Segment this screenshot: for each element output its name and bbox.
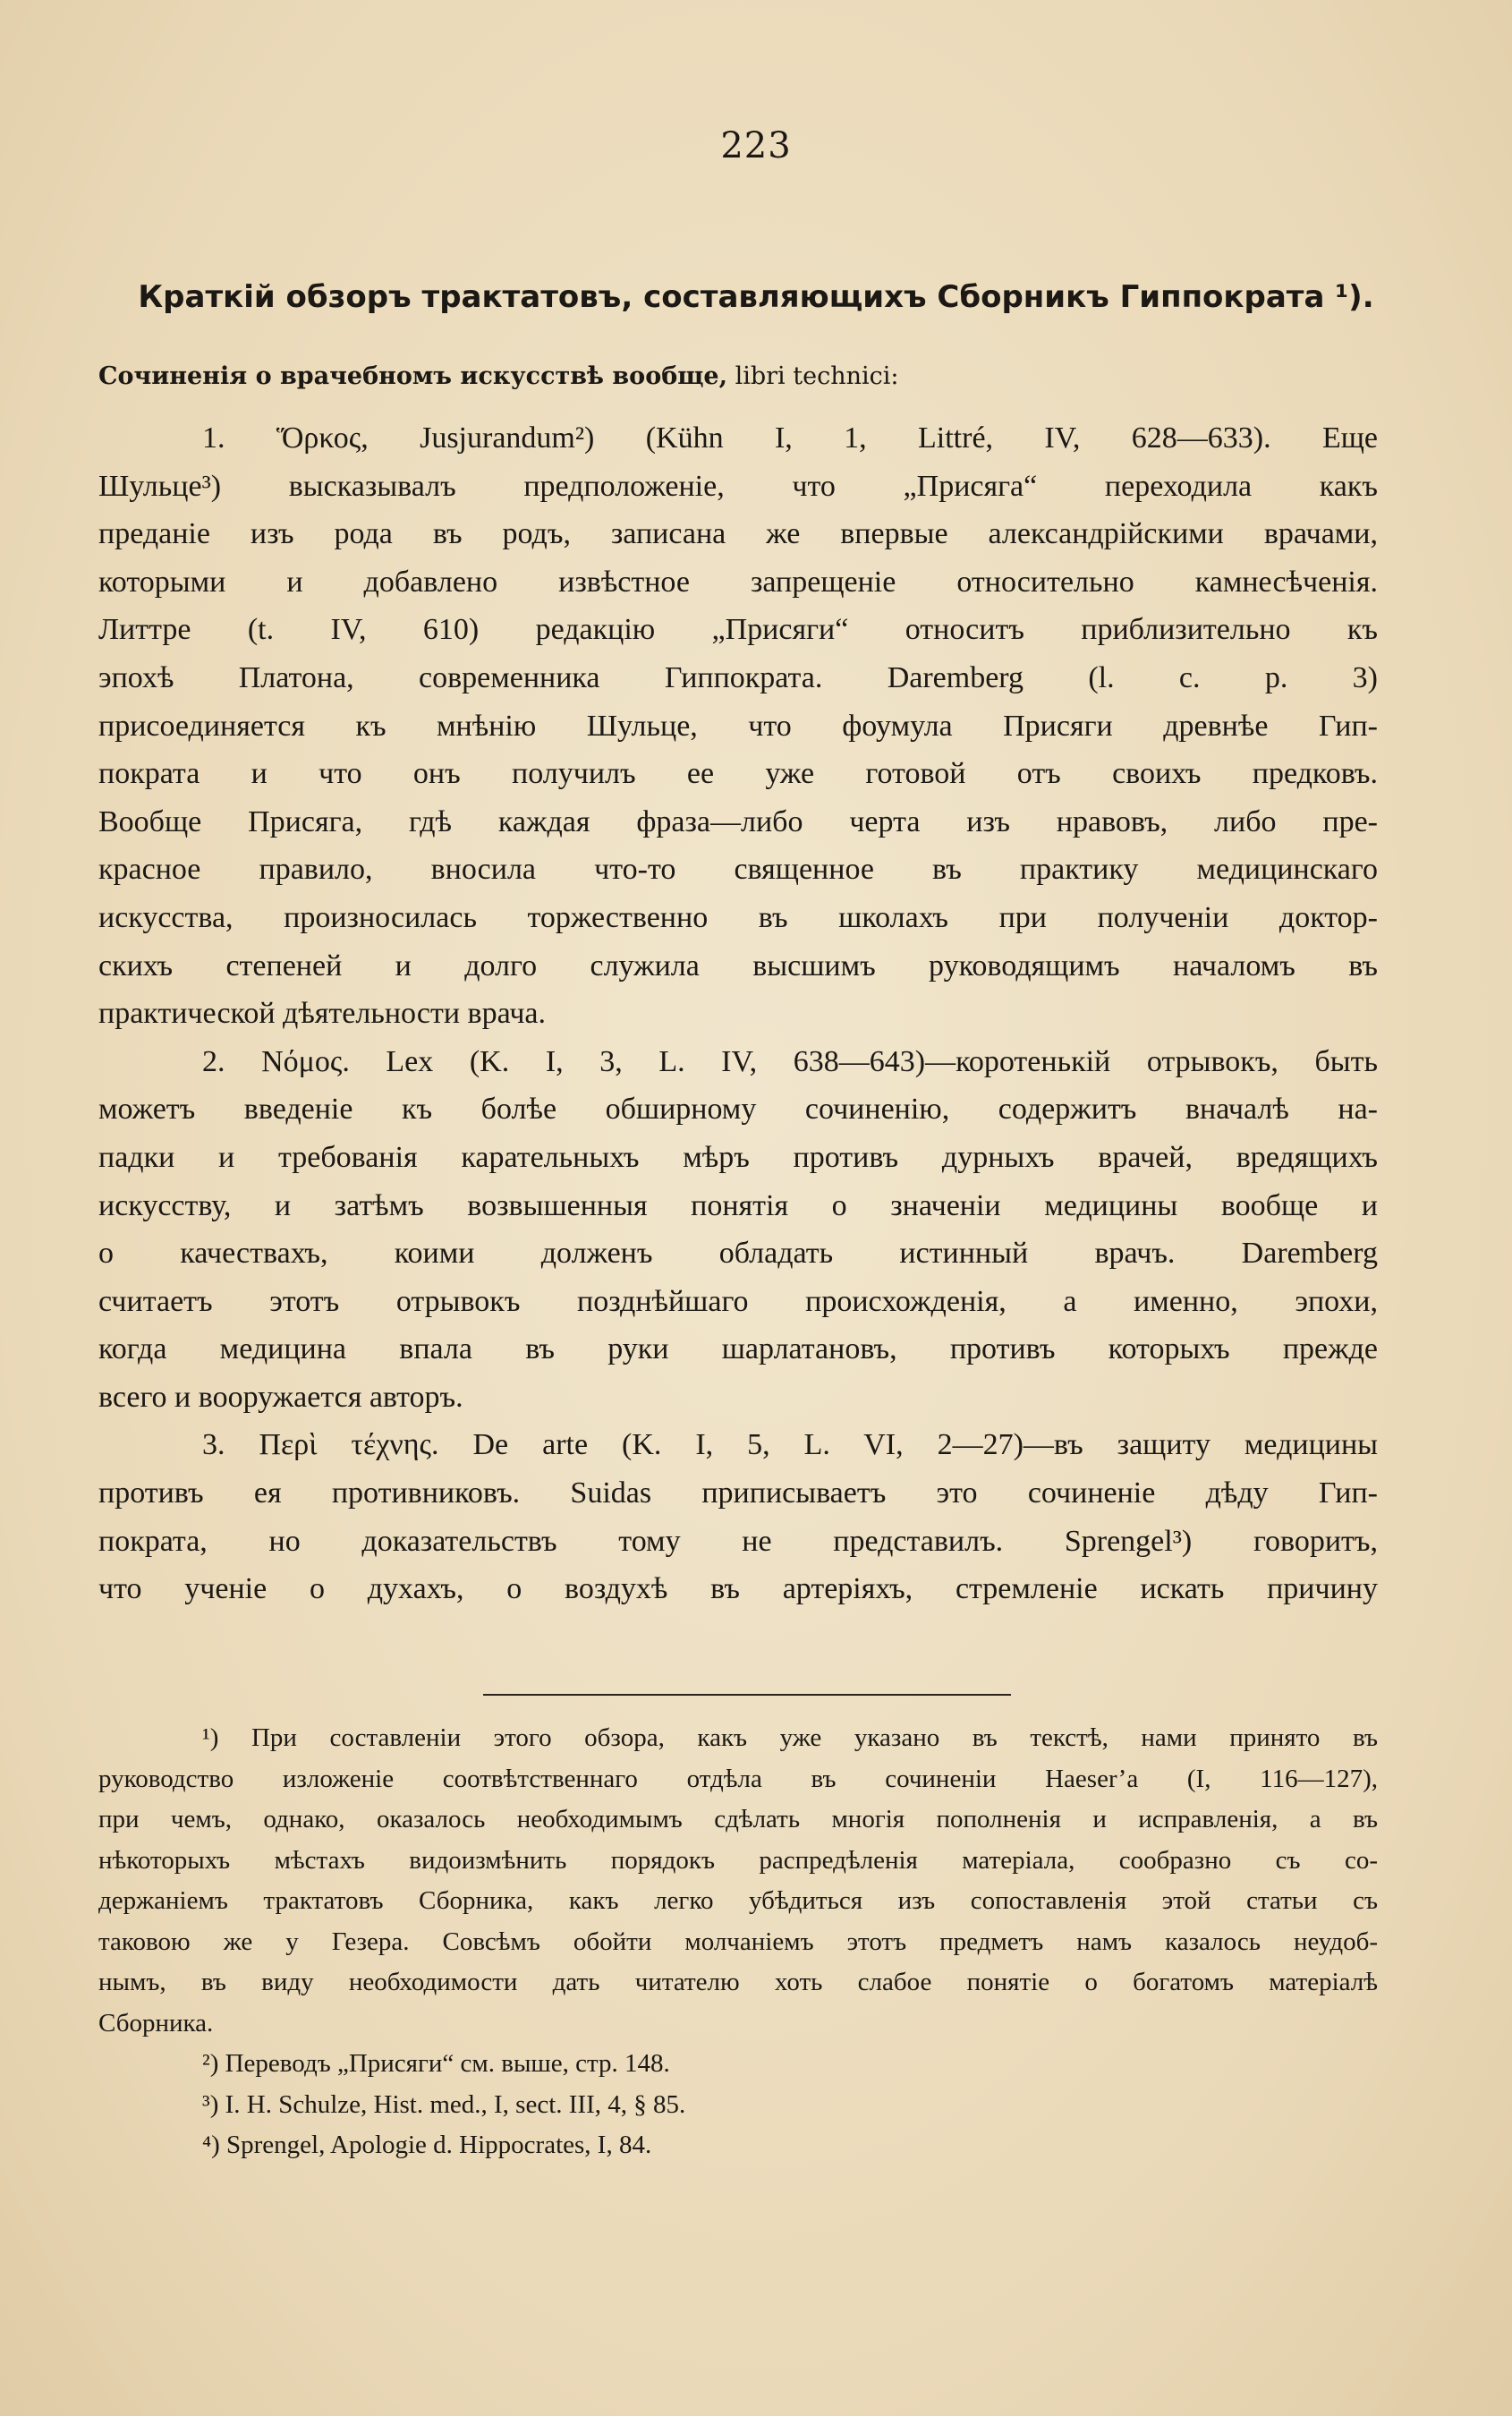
text-line: искусству, и затѣмъ возвышенныя понятія о значеніи медицины вообще и xyxy=(98,1188,1378,1222)
text-line: Шульце³) высказывалъ предположеніе, что „Присяга“ переходила какъ xyxy=(98,469,1378,503)
footnote-line: руководство изложеніе соотвѣтственнаго отдѣла въ сочиненіи Haeser’a (I, 116—127), xyxy=(98,1764,1378,1793)
text-line: 1. Ὅρκος, Jusjurandum²) (Kühn I, 1, Littré, IV, 628—633). Еще xyxy=(202,421,1378,455)
footnote-line: Сборника. xyxy=(98,2008,214,2037)
subtitle-main: Сочиненія о врачебномъ искусствѣ вообще, xyxy=(98,362,728,390)
text-line: противъ ея противниковъ. Suidas приписываетъ это сочиненіе дѣду Гип- xyxy=(98,1476,1378,1510)
subtitle-latin: libri technici: xyxy=(727,362,899,390)
text-line: Литтре (t. IV, 610) редакцію „Присяги“ относитъ приблизительно къ xyxy=(98,613,1378,647)
text-line: которыми и добавлено извѣстное запрещеніе относительно камнесѣченія. xyxy=(98,565,1378,599)
text-line: красное правило, вносила что-то священное въ практику медицинскаго xyxy=(98,853,1378,887)
text-line: падки и требованія карательныхъ мѣръ противъ дурныхъ врачей, вредящихъ xyxy=(98,1140,1378,1174)
footnote-line: ²) Переводъ „Присяги“ см. выше, стр. 148. xyxy=(202,2049,670,2078)
text-line: скихъ степеней и долго служила высшимъ руководящимъ началомъ въ xyxy=(98,949,1378,983)
text-line: можетъ введеніе къ болѣе обширному сочиненію, содержитъ вначалѣ на- xyxy=(98,1093,1378,1127)
text-line: искусства, произносилась торжественно въ школахъ при полученіи доктор- xyxy=(98,900,1378,934)
text-line: Вообще Присяга, гдѣ каждая фраза—либо черта изъ нравовъ, либо пре- xyxy=(98,804,1378,838)
text-line: присоединяется къ мнѣнію Шульце, что фоумула Присяги древнѣе Гип- xyxy=(98,709,1378,743)
text-line: эпохѣ Платона, современника Гиппократа. Daremberg (l. c. p. 3) xyxy=(98,660,1378,694)
page-number: 223 xyxy=(720,125,792,166)
text-line: когда медицина впала въ руки шарлатановъ, противъ которыхъ прежде xyxy=(98,1332,1378,1366)
footnote-line: таковою же у Гезера. Совсѣмъ обойти молчаніемъ этотъ предметъ намъ казалось неудоб- xyxy=(98,1927,1378,1956)
text-line: 2. Νόμος. Lex (K. I, 3, L. IV, 638—643)—коротенькій отрывокъ, быть xyxy=(202,1044,1378,1078)
footnote-line: ¹) При составленіи этого обзора, какъ уже указано въ текстѣ, нами принято въ xyxy=(202,1723,1378,1752)
text-line: пократа, но доказательствъ тому не представилъ. Sprengel³) говоритъ, xyxy=(98,1524,1378,1558)
footnote-line: ⁴) Sprengel, Apologie d. Hippocrates, I, 84. xyxy=(202,2131,652,2159)
footnote-divider xyxy=(483,1694,1011,1696)
footnote-line: нымъ, въ виду необходимости дать читателю хоть слабое понятіе о богатомъ матеріалѣ xyxy=(98,1968,1378,1996)
text-line: пократа и что онъ получилъ ее уже готовой отъ своихъ предковъ. xyxy=(98,757,1378,791)
text-line: считаетъ этотъ отрывокъ позднѣйшаго происхожденія, а именно, эпохи, xyxy=(98,1284,1378,1318)
footnote-line: при чемъ, однако, оказалось необходимымъ сдѣлать многія пополненія и исправленія, а въ xyxy=(98,1805,1378,1833)
text-line: о качествахъ, коими долженъ обладать истинный врачъ. Daremberg xyxy=(98,1237,1378,1271)
footnotes xyxy=(98,1718,1378,2166)
text-line: что ученіе о духахъ, о воздухѣ въ артеріяхъ, стремленіе искать причину xyxy=(98,1572,1378,1606)
main-text xyxy=(98,414,1378,1613)
text-line: 3. Περὶ τέχνης. De arte (K. I, 5, L. VI, 2—27)—въ защиту медицины xyxy=(202,1428,1378,1462)
text-line: всего и вооружается авторъ. xyxy=(98,1380,463,1414)
section-subtitle xyxy=(98,362,1414,390)
footnote-line: держаніемъ трактатовъ Сборника, какъ легко убѣдиться изъ сопоставленія этой статьи съ xyxy=(98,1886,1378,1915)
footnote-line: нѣкоторыхъ мѣстахъ видоизмѣнить порядокъ распредѣленія матеріала, сообразно съ со- xyxy=(98,1845,1378,1875)
footnote-line: ³) I. H. Schulze, Hist. med., I, sect. III, 4, § 85. xyxy=(202,2089,686,2119)
text-line: практической дѣятельности врача. xyxy=(98,997,547,1031)
text-line: преданіе изъ рода въ родъ, записана же впервые александрійскими врачами, xyxy=(98,517,1378,551)
chapter-title: Краткій обзоръ трактатовъ, составляющихъ Сборникъ Гиппократа ¹). xyxy=(138,279,1374,315)
